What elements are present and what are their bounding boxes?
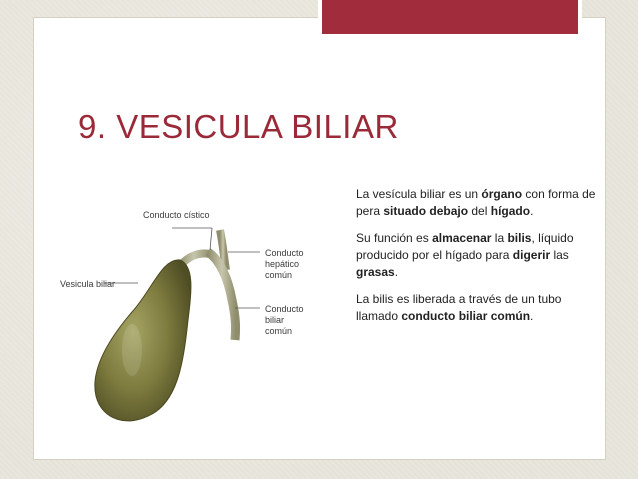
bold-text: órgano bbox=[481, 187, 523, 201]
label-biliar-1: Conducto bbox=[265, 304, 304, 314]
text: las bbox=[550, 248, 569, 262]
text: con forma de pera bbox=[356, 187, 596, 218]
text: del bbox=[468, 204, 491, 218]
label-hepatico-3: común bbox=[265, 270, 293, 280]
text: , líquido producido por el hígado para bbox=[356, 231, 574, 262]
text: La vesícula biliar es un bbox=[356, 187, 482, 201]
text: . bbox=[530, 204, 534, 218]
bold-text: bilis bbox=[507, 231, 532, 245]
bile-duct bbox=[208, 252, 236, 340]
label-hepatico-2: hepático bbox=[265, 259, 300, 269]
paragraph-definition bbox=[356, 186, 596, 220]
paragraph-release bbox=[356, 291, 596, 325]
accent-bar bbox=[318, 0, 582, 38]
text: la bbox=[491, 231, 508, 245]
text: La bilis es liberada a través de un tubo llamado bbox=[356, 292, 562, 323]
label-vesicula-biliar: Vesicula biliar bbox=[60, 279, 116, 289]
bold-text: hígado bbox=[490, 204, 531, 218]
bold-text: situado debajo bbox=[383, 204, 469, 218]
gallbladder-illustration bbox=[60, 200, 330, 430]
label-biliar-2: biliar bbox=[265, 315, 285, 325]
label-conducto-cistico: Conducto cístico bbox=[143, 210, 210, 220]
bold-text: conducto biliar común bbox=[401, 309, 531, 323]
text: . bbox=[394, 265, 399, 279]
text: . bbox=[530, 309, 534, 323]
paragraph-function bbox=[356, 230, 596, 281]
label-hepatico-1: Conducto bbox=[265, 248, 304, 258]
text: Su función es bbox=[356, 231, 433, 245]
bold-text: almacenar bbox=[432, 231, 492, 245]
label-biliar-3: común bbox=[265, 326, 293, 336]
bold-text: digerir bbox=[512, 248, 551, 262]
description-text bbox=[356, 186, 596, 335]
slide-title: 9. VESICULA BILIAR bbox=[78, 108, 399, 145]
bold-text: grasas bbox=[356, 265, 395, 279]
